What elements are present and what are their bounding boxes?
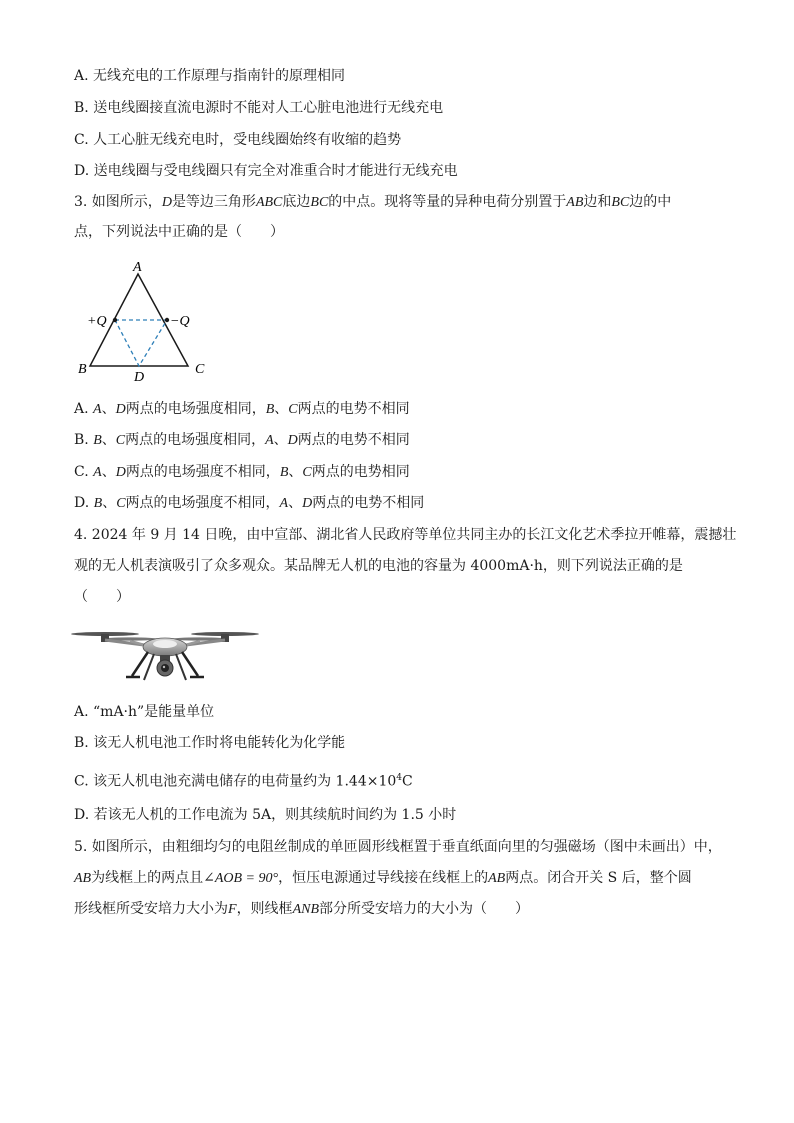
- q3-option-b: [74, 430, 410, 451]
- q4-option-d: D. 若该无人机的工作电流为 5A，则其续航时间约为 1.5 小时: [74, 807, 457, 823]
- option-text: C. 该无人机电池充满电储存的电荷量约为 1.44×10: [74, 773, 397, 790]
- q3-stem-line1: [74, 192, 671, 213]
- option-text: 、: [101, 464, 116, 480]
- option-prefix: C.: [74, 464, 94, 480]
- q3-var-abc: ABC: [255, 195, 283, 210]
- vertex-label-d: D: [134, 370, 145, 385]
- q3-option-d: [74, 493, 424, 514]
- q2-option-d: D. 送电线圈与受电线圈只有完全对准重合时才能进行无线充电: [74, 163, 458, 179]
- option-text: 、: [101, 432, 116, 448]
- point-var: A: [93, 465, 102, 480]
- q5-text: 形线框所受安培力大小为: [74, 901, 228, 917]
- q3-var-bc: BC: [310, 195, 329, 210]
- point-var: D: [302, 496, 313, 511]
- q2-option-b: B. 送电线圈接直流电源时不能对人工心脏电池进行无线充电: [74, 100, 444, 116]
- point-var: B: [265, 402, 275, 417]
- unit: C: [402, 773, 413, 790]
- q4-option-c: [74, 768, 413, 792]
- q4-option-a: A. “mA·h”是能量单位: [74, 704, 215, 720]
- point-var: B: [93, 433, 102, 448]
- option-prefix: A.: [74, 401, 94, 417]
- option-text: 、: [273, 432, 288, 448]
- q5-text: 两点。闭合开关 S 后，整个圆: [505, 870, 692, 886]
- q5-stem-line1: 5. 如图所示，由粗细均匀的电阻丝制成的单匝圆形线框置于垂直纸面向里的匀强磁场（图中未画出）中，: [74, 839, 722, 855]
- option-text: 两点的电势不相同: [297, 401, 410, 417]
- option-text: 、: [101, 401, 116, 417]
- q3-text: 的中点。现将等量的异种电荷分别置于: [328, 194, 567, 210]
- dashed-triangle: [115, 320, 167, 366]
- charge-negative-dot: [165, 318, 169, 322]
- charge-positive-dot: [113, 318, 117, 322]
- option-text: 、: [288, 464, 303, 480]
- option-text: 、: [102, 495, 117, 511]
- point-var: C: [288, 402, 298, 417]
- q3-text: 底边: [282, 194, 311, 210]
- point-var: C: [115, 433, 126, 448]
- q5-var-ab: AB: [74, 871, 92, 886]
- point-var: B: [279, 465, 289, 480]
- q4-stem-line3: （ ）: [74, 589, 130, 605]
- option-text: 两点的电势相同: [311, 464, 410, 480]
- q5-stem-line3: [74, 899, 529, 920]
- option-text: 、: [274, 401, 289, 417]
- q2-option-c: C. 人工心脏无线充电时，受电线圈始终有收缩的趋势: [74, 132, 402, 148]
- point-var: C: [116, 496, 126, 511]
- point-var: A: [279, 496, 289, 511]
- vertex-label-c: C: [195, 362, 205, 377]
- charge-label-positive: +Q: [87, 314, 107, 329]
- option-text: 两点的电势不相同: [297, 432, 410, 448]
- q5-text: ，则线框: [236, 901, 293, 917]
- q3-triangle-figure: [78, 256, 218, 386]
- q3-text: 边和: [583, 194, 612, 210]
- q2-option-a: A. 无线充电的工作原理与指南针的原理相同: [74, 68, 346, 84]
- option-text: 两点的电场强度不相同，: [125, 464, 280, 480]
- option-text: 两点的电势不相同: [312, 495, 425, 511]
- q3-var-ab: AB: [566, 195, 584, 210]
- point-var: C: [302, 465, 312, 480]
- charge-label-negative: −Q: [170, 314, 190, 329]
- q3-text: 边的中: [629, 194, 672, 210]
- exponent: 4: [396, 773, 403, 783]
- q3-var-d: D: [161, 195, 172, 210]
- q5-text: 为线框上的两点且: [91, 870, 204, 886]
- point-var: D: [115, 402, 126, 417]
- drone-image: [70, 622, 260, 694]
- q4-stem-line2: 观的无人机表演吸引了众多观众。某品牌无人机的电池的容量为 4000mA·h，则下列说法正确的是: [74, 558, 683, 574]
- q3-option-c: [74, 462, 410, 483]
- q5-var-ab: AB: [488, 871, 506, 886]
- point-var: D: [287, 433, 298, 448]
- q5-text: ，恒压电源通过导线接在线框上的: [278, 870, 489, 886]
- option-prefix: B.: [74, 432, 94, 448]
- q3-var-bc: BC: [611, 195, 630, 210]
- q3-text: 3. 如图所示，: [74, 194, 162, 210]
- point-var: A: [265, 433, 274, 448]
- option-text: 两点的电场强度相同，: [125, 401, 266, 417]
- option-text: 、: [288, 495, 303, 511]
- q5-var-f: F: [228, 902, 237, 917]
- option-prefix: D.: [74, 495, 94, 511]
- q3-text: 是等边三角形: [171, 194, 256, 210]
- q4-option-b: B. 该无人机电池工作时将电能转化为化学能: [74, 735, 346, 751]
- q3-stem-line2: 点，下列说法中正确的是（ ）: [74, 224, 284, 240]
- point-var: A: [93, 402, 102, 417]
- q5-text: 部分所受安培力的大小为（ ）: [319, 901, 530, 917]
- option-text: 两点的电场强度相同，: [125, 432, 266, 448]
- q5-stem-line2: [74, 868, 692, 889]
- q5-var-anb: ANB: [292, 902, 320, 917]
- q4-stem-line1: 4. 2024 年 9 月 14 日晚，由中宣部、湖北省人民政府等单位共同主办的长江文化艺术季拉开帷幕，震撼壮: [74, 527, 737, 543]
- vertex-label-b: B: [78, 362, 87, 377]
- q5-angle: ∠AOB = 90°: [203, 871, 279, 886]
- point-var: D: [115, 465, 126, 480]
- vertex-label-a: A: [133, 260, 142, 275]
- point-var: B: [93, 496, 103, 511]
- option-text: 两点的电场强度不相同，: [125, 495, 280, 511]
- q3-option-a: [74, 399, 410, 420]
